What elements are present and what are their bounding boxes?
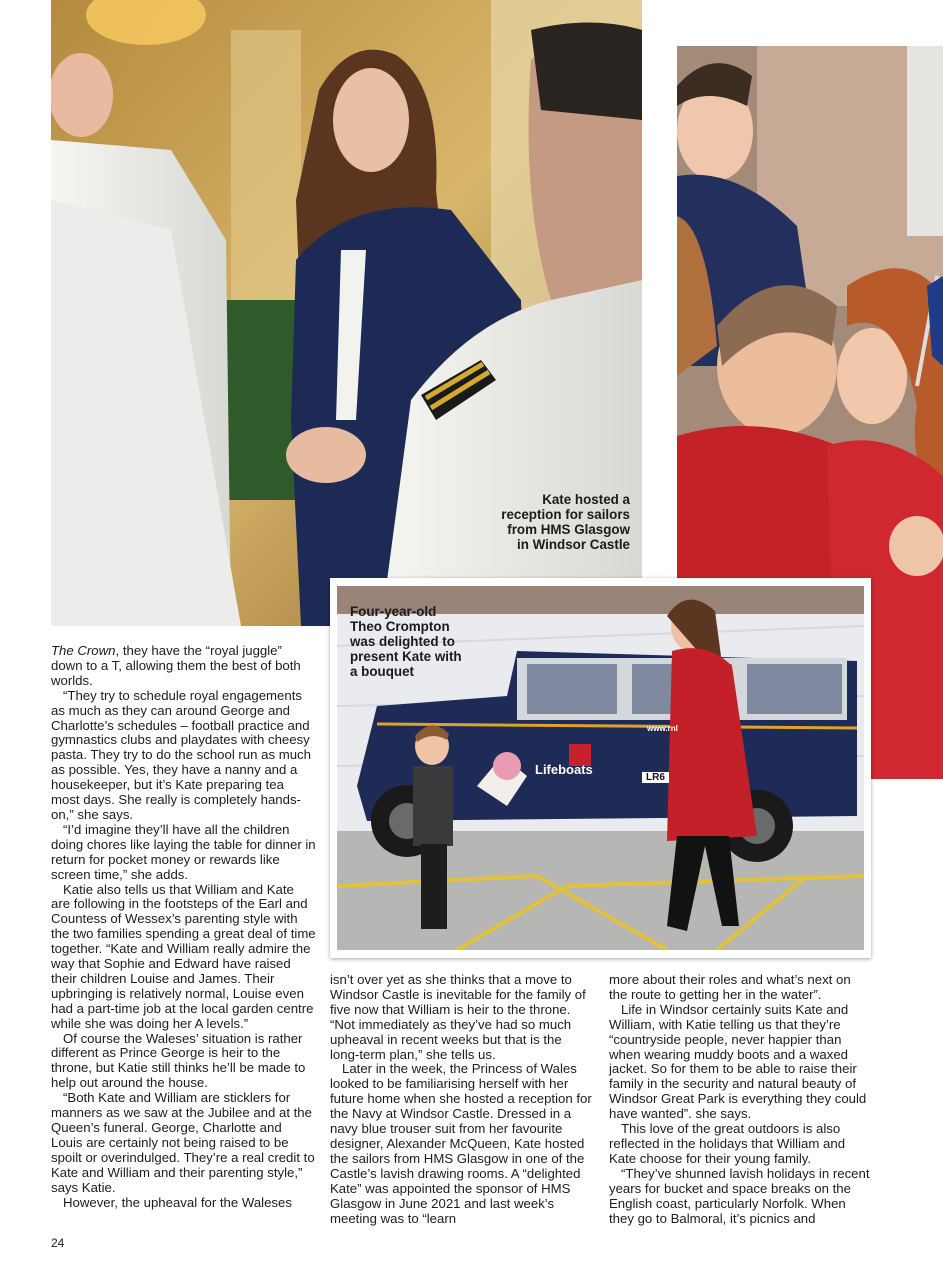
article-paragraph bbox=[51, 644, 316, 689]
article-paragraph: “They’ve shunned lavish holidays in recent years for bucket and space breaks on the English coast, particularly Norfolk. When they go to Balmoral, it’s picnics and bbox=[609, 1165, 870, 1226]
article-paragraph: isn’t over yet as she thinks that a move to Windsor Castle is inevitable for the family of five now that William is heir to the throne. “Not immediately as they’ve had so much upheaval in recent weeks but that is the long-term plan,” she tells us. bbox=[330, 972, 586, 1062]
number-plate: LR6 bbox=[642, 772, 669, 783]
article-paragraph: However, the upheaval for the Waleses bbox=[63, 1194, 292, 1210]
article-paragraph: Later in the week, the Princess of Wales looked to be familiarising herself with her future home when she hosted a reception for the Navy at Windsor Castle. Dressed in a navy blue trouser suit from her favourite designer, Alexander McQueen, Kate hosted the sailors from HMS Glasgow in one of the Castle’s lavish drawing rooms. A “delighted Kate” was appointed the sponsor of HMS Glasgow in June 2021 and last week’s meeting was to “learn bbox=[330, 1061, 592, 1226]
caption-windsor-reception: Kate hosted a reception for sailors from HMS Glasgow in Windsor Castle bbox=[501, 492, 630, 552]
article-paragraph: “They try to schedule royal engagements as much as they can around George and Charlotte’s schedules – football practice and gymnastics clubs and playdates with cheesy pasta. They try to do the school run as much as possible. Yes, they have a nanny and a housekeeper, but it’s Kate preparing tea most days. She really is completely hands-on,” she says. bbox=[51, 687, 311, 822]
article-column-1 bbox=[51, 644, 316, 1210]
article-paragraph: Of course the Waleses’ situation is rather different as Prince George is heir to the throne, but Katie still thinks he’ll be made to help out around the house. bbox=[51, 1030, 306, 1091]
article-paragraph: This love of the great outdoors is also reflected in the holidays that William and Kate choose for their young family. bbox=[609, 1121, 846, 1166]
article-paragraph: Life in Windsor certainly suits Kate and William, with Katie telling us that they’re “countryside people, never happier than when wearing muddy boots and a waxed jacket. So for them to be able to raise their family in the security and natural beauty of Windsor Great Park is everything they could have wanted”. she says. bbox=[609, 1001, 867, 1122]
page-number: 24 bbox=[51, 1236, 65, 1250]
rnli-web-lettering: www.rnl bbox=[647, 724, 678, 733]
paragraph-text: , they have the “royal juggle” down to a T, allowing them the best of both worlds. bbox=[51, 643, 301, 688]
article-paragraph: “Both Kate and William are sticklers for manners as we saw at the Jubilee and at the Queen’s funeral. George, Charlotte and Louis are certainly not being raised to be spoilt or overindulged. They’re a real credit to Kate and William and their parenting style,” says Katie. bbox=[51, 1090, 315, 1195]
article-paragraph: more about their roles and what’s next on the route to getting her in the water”. bbox=[609, 972, 851, 1002]
title-italic: The Crown bbox=[51, 643, 116, 658]
article-paragraph: Katie also tells us that William and Kate are following in the footsteps of the Earl and Countess of Wessex’s parenting style with the two families spending a great deal of time together. “Kate and William really admire the way that Sophie and Edward have raised their children Louise and James. Their upbringing is relatively normal, Louise even had a part-time job at the local garden centre while she was doing her A levels.” bbox=[51, 881, 316, 1031]
article-column-3 bbox=[609, 973, 871, 1226]
article-paragraph: “I’d imagine they’ll have all the children doing chores like laying the table for dinner in return for pocket money or rewards like screen time,” she adds. bbox=[51, 821, 316, 882]
caption-lifeboats-bouquet: Four-year-old Theo Crompton was delighted to present Kate with a bouquet bbox=[350, 604, 462, 679]
article-column-2 bbox=[330, 973, 592, 1226]
lifeboats-lettering: Lifeboats bbox=[535, 762, 593, 777]
